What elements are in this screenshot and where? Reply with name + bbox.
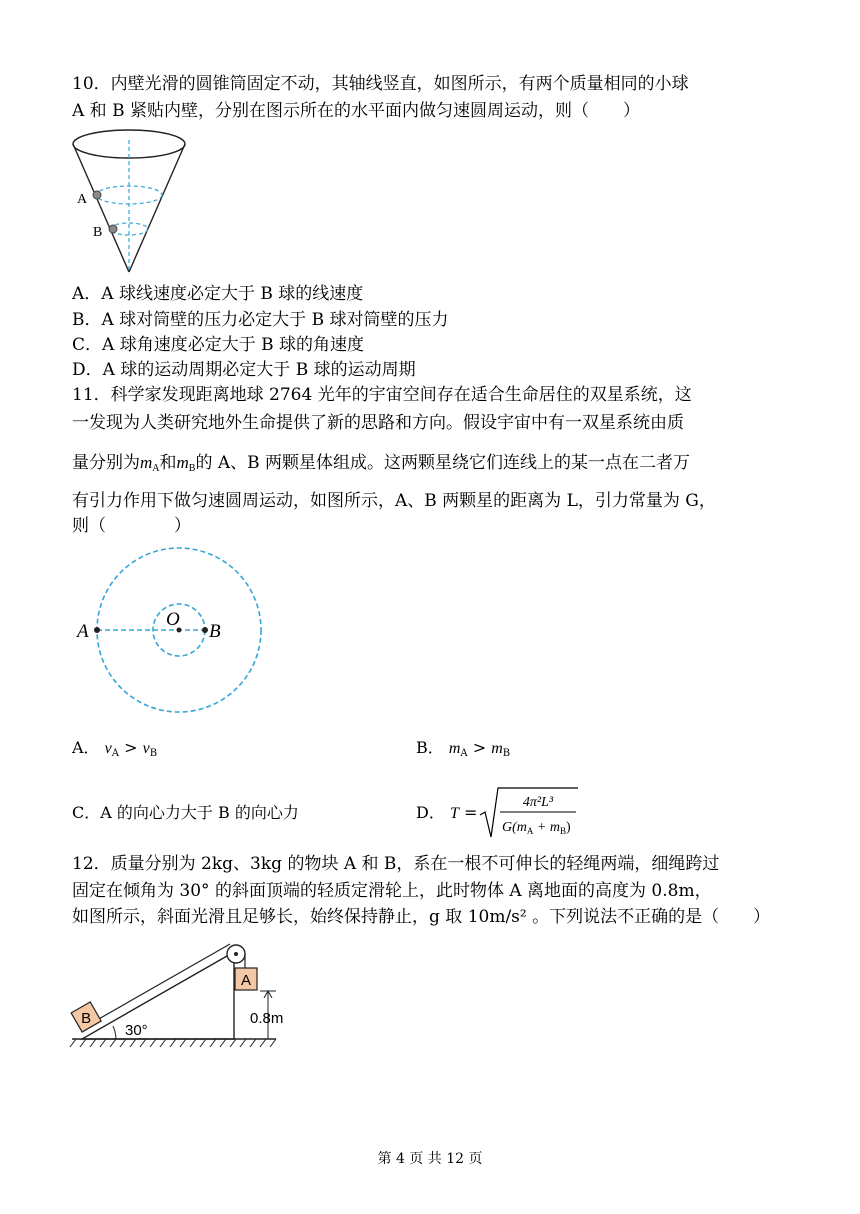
binary-star-figure — [72, 545, 272, 715]
q11-stem-line2: 一发现为人类研究地外生命提供了新的思路和方向。假设宇宙中有一双星系统由质 — [72, 413, 684, 433]
q11-stem-line1: 11．科学家发现距离地球 2764 光年的宇宙空间存在适合生命居住的双星系统，这 — [72, 385, 692, 405]
ball-a — [93, 191, 101, 199]
q12-stem-line3: 如图所示，斜面光滑且足够长，始终保持静止，g 取 10m/s² 。下列说法不正确的是（ ） — [72, 907, 771, 927]
center-label-o: O — [166, 609, 180, 630]
q11-option-d-label: D． T = — [416, 803, 478, 822]
incline-figure — [70, 938, 284, 1054]
q11-option-a: A． $v_A > v_B$ — [72, 738, 158, 759]
star-a — [94, 627, 100, 633]
q10-option-c: C．A 球角速度必定大于 B 球的角速度 — [72, 335, 364, 355]
height-label: 0.8m — [250, 1010, 284, 1027]
star-label-b: B — [209, 621, 221, 642]
q12-stem-line1: 12．质量分别为 2kg、3kg 的物块 A 和 B，系在一根不可伸长的轻绳两端，细绳跨过 — [72, 854, 720, 874]
q10-option-a: A．A 球线速度必定大于 B 球的线速度 — [72, 284, 364, 304]
q10-option-d: D．A 球的运动周期必定大于 B 球的运动周期 — [72, 360, 416, 380]
page-footer: 第 4 页 共 12 页 — [377, 1151, 483, 1167]
cone-figure — [68, 126, 192, 276]
block-a-label: A — [240, 972, 252, 989]
q11-stem-line4: 有引力作用下做匀速圆周运动，如图所示，A、B 两颗星的距离为 L，引力常量为 G， — [72, 491, 716, 511]
ball-b — [109, 225, 117, 233]
star-b — [202, 627, 208, 633]
period-formula — [478, 785, 580, 841]
q11-option-c: C．A 的向心力大于 B 的向心力 — [72, 803, 299, 822]
q10-stem-line1: 10．内壁光滑的圆锥筒固定不动，其轴线竖直，如图所示，有两个质量相同的小球 — [72, 74, 689, 94]
formula-numerator: 4π²L³ — [522, 795, 554, 810]
formula-denominator: $G(m_A + m_B)$ — [502, 820, 571, 836]
star-label-a: A — [77, 621, 89, 642]
block-b-label: B — [81, 1009, 92, 1027]
q10-stem-line2: A 和 B 紧贴内壁，分别在图示所在的水平面内做匀速圆周运动，则（ ） — [72, 101, 640, 121]
angle-label: 30° — [125, 1022, 148, 1039]
q11-stem-line3: 量分别为$m_A$和$m_B$的 A、B 两颗星体组成。这两颗星绕它们连线上的某一点在二者万 — [72, 453, 691, 474]
q11-option-b: B． $m_A > m_B$ — [416, 738, 511, 759]
cone-label-a: A — [77, 192, 88, 207]
q10-option-b: B．A 球对筒壁的压力必定大于 B 球对筒壁的压力 — [72, 310, 449, 330]
q12-stem-line2: 固定在倾角为 30° 的斜面顶端的轻质定滑轮上，此时物体 A 离地面的高度为 0.8m， — [72, 881, 712, 901]
q11-stem-line5: 则（ ） — [72, 516, 191, 536]
cone-label-b: B — [93, 225, 103, 240]
